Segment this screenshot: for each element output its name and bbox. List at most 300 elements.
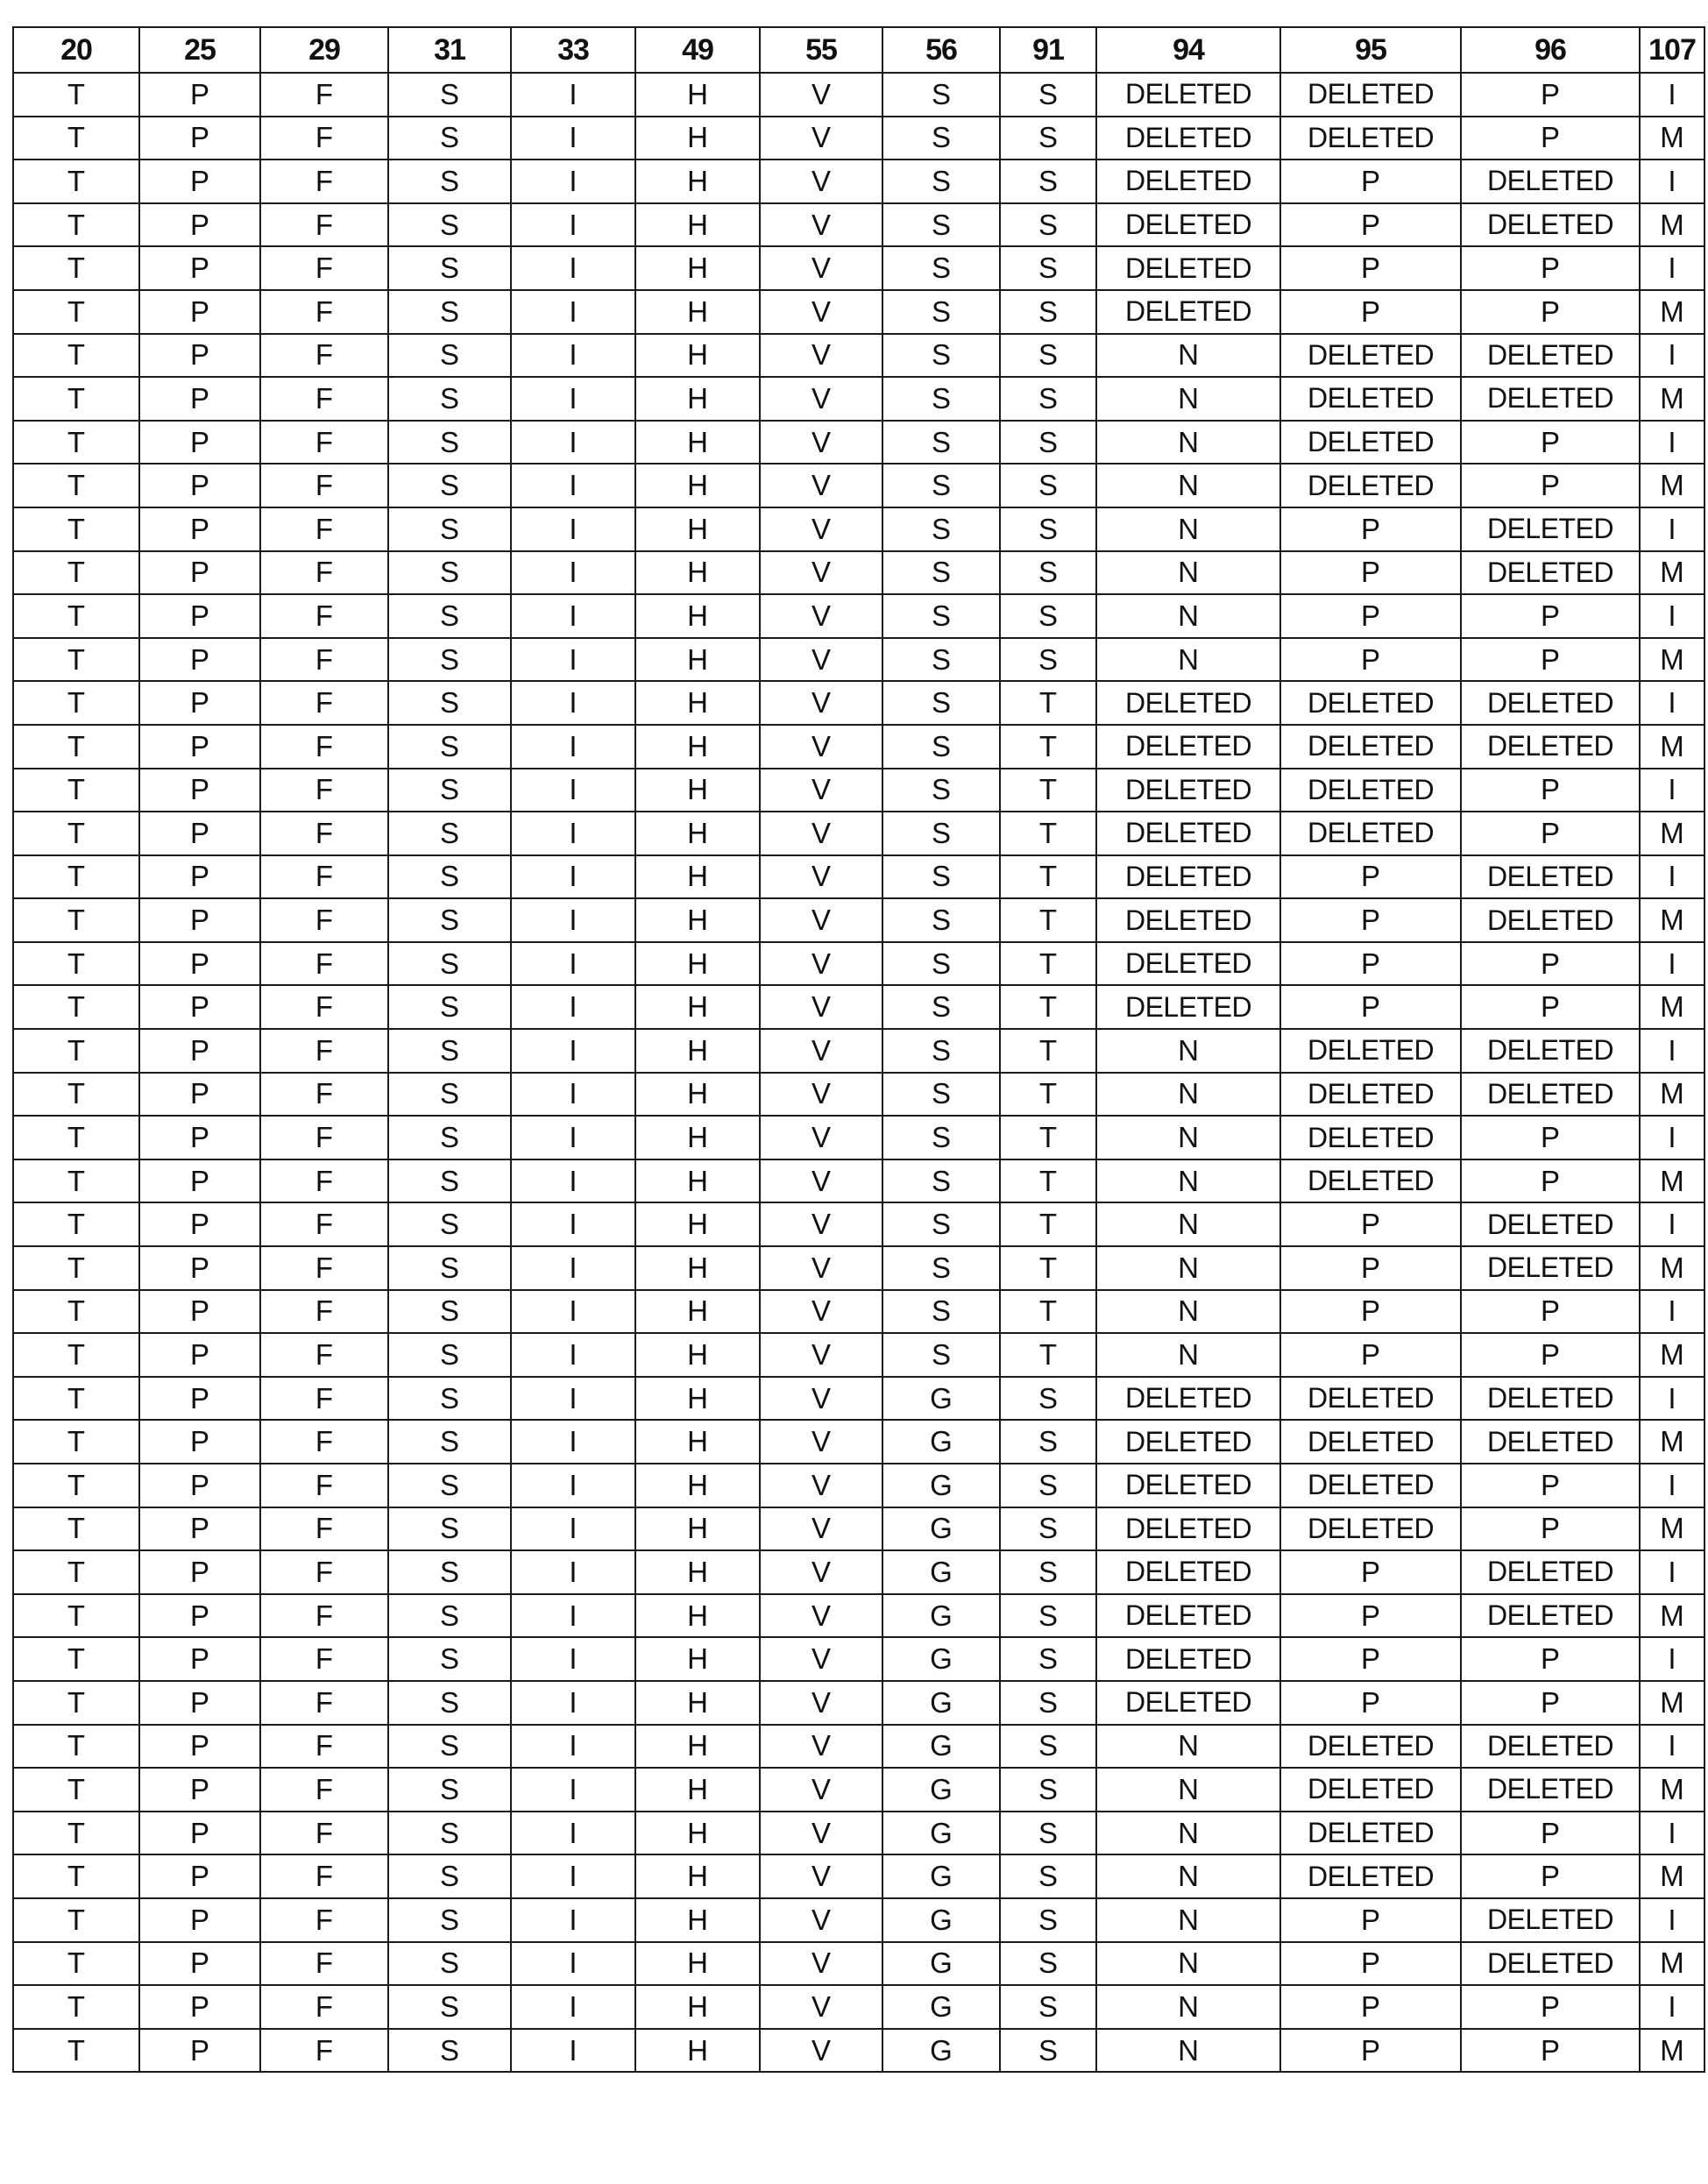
table-cell: N — [1096, 594, 1280, 638]
table-cell: S — [388, 812, 511, 855]
table-cell: V — [760, 290, 882, 334]
table-cell: P — [139, 725, 260, 769]
table-cell: S — [388, 898, 511, 942]
table-cell: S — [388, 117, 511, 160]
table-cell: I — [511, 290, 635, 334]
table-cell: F — [260, 1594, 388, 1638]
table-cell: F — [260, 985, 388, 1029]
table-cell: P — [1461, 421, 1640, 464]
table-cell: N — [1096, 1812, 1280, 1855]
table-cell: F — [260, 725, 388, 769]
table-cell: DELETED — [1280, 812, 1461, 855]
table-cell: H — [635, 1942, 760, 1986]
table-cell: I — [511, 1290, 635, 1334]
table-cell: P — [139, 334, 260, 378]
table-cell: DELETED — [1096, 73, 1280, 117]
table-cell: G — [882, 1637, 1000, 1681]
table-cell: T — [13, 290, 139, 334]
table-cell: S — [388, 1681, 511, 1725]
table-cell: I — [1640, 1290, 1704, 1334]
table-cell: T — [13, 1073, 139, 1117]
table-cell: S — [1000, 334, 1096, 378]
column-header: 56 — [882, 27, 1000, 73]
table-cell: P — [139, 898, 260, 942]
table-cell: S — [388, 203, 511, 247]
table-cell: V — [760, 160, 882, 203]
table-cell: DELETED — [1461, 1029, 1640, 1073]
table-cell: H — [635, 1202, 760, 1246]
table-cell: V — [760, 203, 882, 247]
table-cell: S — [388, 290, 511, 334]
table-cell: T — [13, 334, 139, 378]
table-cell: P — [1461, 769, 1640, 812]
table-cell: H — [635, 160, 760, 203]
table-cell: S — [882, 1159, 1000, 1203]
table-cell: S — [388, 1594, 511, 1638]
table-cell: P — [1461, 1464, 1640, 1507]
table-cell: DELETED — [1461, 1073, 1640, 1117]
table-cell: DELETED — [1461, 1202, 1640, 1246]
table-cell: P — [1280, 1333, 1461, 1377]
table-cell: I — [511, 203, 635, 247]
table-cell: N — [1096, 507, 1280, 551]
table-cell: I — [1640, 1637, 1704, 1681]
table-cell: S — [882, 855, 1000, 899]
table-cell: V — [760, 942, 882, 986]
table-cell: P — [1280, 1681, 1461, 1725]
table-cell: M — [1640, 377, 1704, 421]
table-cell: P — [139, 464, 260, 507]
table-cell: M — [1640, 1507, 1704, 1551]
table-cell: F — [260, 1116, 388, 1159]
table-cell: F — [260, 942, 388, 986]
table-cell: F — [260, 1159, 388, 1203]
table-cell: F — [260, 377, 388, 421]
table-cell: T — [13, 1464, 139, 1507]
table-cell: P — [139, 1854, 260, 1898]
table-cell: V — [760, 1768, 882, 1812]
table-cell: S — [882, 942, 1000, 986]
table-cell: T — [13, 898, 139, 942]
table-cell: P — [1280, 1202, 1461, 1246]
table-cell: I — [511, 812, 635, 855]
table-cell: P — [139, 942, 260, 986]
table-cell: T — [13, 1725, 139, 1769]
table-cell: T — [1000, 812, 1096, 855]
table-cell: I — [511, 638, 635, 682]
table-cell: S — [388, 1333, 511, 1377]
table-cell: G — [882, 2029, 1000, 2073]
table-cell: DELETED — [1280, 1464, 1461, 1507]
table-cell: P — [139, 1681, 260, 1725]
table-cell: S — [1000, 594, 1096, 638]
table-cell: F — [260, 1073, 388, 1117]
table-row — [13, 681, 1704, 725]
table-cell: S — [882, 769, 1000, 812]
table-cell: H — [635, 290, 760, 334]
table-cell: P — [139, 1159, 260, 1203]
table-cell: V — [760, 117, 882, 160]
table-cell: F — [260, 594, 388, 638]
table-cell: N — [1096, 1333, 1280, 1377]
table-cell: M — [1640, 1073, 1704, 1117]
table-row — [13, 725, 1704, 769]
table-cell: T — [13, 1942, 139, 1986]
table-cell: P — [1280, 1898, 1461, 1942]
table-cell: G — [882, 1420, 1000, 1464]
table-cell: F — [260, 73, 388, 117]
table-cell: S — [388, 1029, 511, 1073]
table-cell: T — [13, 421, 139, 464]
table-cell: V — [760, 1464, 882, 1507]
table-cell: V — [760, 1550, 882, 1594]
table-cell: P — [1280, 2029, 1461, 2073]
table-cell: S — [1000, 377, 1096, 421]
table-row — [13, 160, 1704, 203]
table-cell: F — [260, 1333, 388, 1377]
table-cell: T — [1000, 855, 1096, 899]
table-cell: P — [139, 1420, 260, 1464]
table-cell: I — [511, 1333, 635, 1377]
table-cell: V — [760, 594, 882, 638]
table-cell: G — [882, 1594, 1000, 1638]
table-cell: DELETED — [1280, 1073, 1461, 1117]
table-cell: V — [760, 769, 882, 812]
table-cell: S — [388, 1377, 511, 1421]
table-cell: DELETED — [1280, 1725, 1461, 1769]
table-cell: M — [1640, 1768, 1704, 1812]
table-cell: H — [635, 1507, 760, 1551]
table-cell: P — [139, 421, 260, 464]
table-cell: DELETED — [1280, 769, 1461, 812]
table-cell: V — [760, 1594, 882, 1638]
column-header: 25 — [139, 27, 260, 73]
table-cell: P — [1461, 1681, 1640, 1725]
table-cell: S — [1000, 1812, 1096, 1855]
table-cell: T — [1000, 1159, 1096, 1203]
table-row — [13, 1029, 1704, 1073]
table-cell: P — [139, 117, 260, 160]
table-cell: DELETED — [1461, 855, 1640, 899]
table-cell: V — [760, 1725, 882, 1769]
table-cell: T — [13, 769, 139, 812]
table-cell: V — [760, 1812, 882, 1855]
table-cell: DELETED — [1280, 117, 1461, 160]
table-cell: I — [511, 160, 635, 203]
table-cell: P — [1280, 942, 1461, 986]
table-cell: S — [388, 551, 511, 595]
table-cell: I — [511, 594, 635, 638]
table-cell: S — [1000, 1985, 1096, 2029]
table-cell: P — [1461, 2029, 1640, 2073]
table-cell: I — [511, 377, 635, 421]
table-cell: T — [13, 1420, 139, 1464]
table-cell: DELETED — [1280, 464, 1461, 507]
table-cell: S — [882, 1202, 1000, 1246]
table-cell: DELETED — [1461, 1942, 1640, 1986]
table-row — [13, 769, 1704, 812]
table-cell: S — [1000, 73, 1096, 117]
table-cell: P — [1461, 1333, 1640, 1377]
table-cell: P — [1461, 1290, 1640, 1334]
table-cell: DELETED — [1461, 1594, 1640, 1638]
table-cell: P — [1280, 290, 1461, 334]
table-cell: DELETED — [1280, 1854, 1461, 1898]
table-cell: P — [139, 1594, 260, 1638]
table-cell: I — [1640, 681, 1704, 725]
table-row — [13, 1854, 1704, 1898]
table-cell: I — [1640, 1029, 1704, 1073]
table-cell: H — [635, 1898, 760, 1942]
table-header — [13, 27, 1704, 73]
table-cell: S — [1000, 1637, 1096, 1681]
table-cell: DELETED — [1096, 725, 1280, 769]
table-cell: S — [882, 1290, 1000, 1334]
table-cell: I — [1640, 421, 1704, 464]
table-cell: H — [635, 1073, 760, 1117]
table-cell: S — [388, 942, 511, 986]
table-cell: DELETED — [1280, 681, 1461, 725]
table-cell: H — [635, 421, 760, 464]
table-cell: I — [1640, 769, 1704, 812]
table-cell: F — [260, 812, 388, 855]
variant-table — [12, 26, 1705, 2073]
table-row — [13, 464, 1704, 507]
table-cell: F — [260, 1029, 388, 1073]
table-cell: S — [1000, 2029, 1096, 2073]
table-cell: P — [1461, 1159, 1640, 1203]
table-cell: P — [139, 638, 260, 682]
table-cell: H — [635, 1985, 760, 2029]
table-row — [13, 1290, 1704, 1334]
table-cell: H — [635, 1550, 760, 1594]
table-cell: P — [139, 812, 260, 855]
table-cell: N — [1096, 1854, 1280, 1898]
table-cell: I — [1640, 246, 1704, 290]
table-cell: I — [511, 1073, 635, 1117]
table-cell: S — [1000, 1768, 1096, 1812]
table-cell: I — [1640, 1550, 1704, 1594]
table-cell: DELETED — [1096, 1681, 1280, 1725]
table-cell: S — [388, 464, 511, 507]
table-cell: P — [139, 769, 260, 812]
table-cell: T — [13, 1550, 139, 1594]
table-cell: H — [635, 638, 760, 682]
table-row — [13, 507, 1704, 551]
table-cell: G — [882, 1812, 1000, 1855]
table-cell: T — [13, 464, 139, 507]
table-cell: P — [1280, 1594, 1461, 1638]
table-cell: I — [511, 1854, 635, 1898]
table-cell: DELETED — [1461, 681, 1640, 725]
table-row — [13, 1246, 1704, 1290]
table-cell: F — [260, 769, 388, 812]
column-header: 29 — [260, 27, 388, 73]
table-cell: M — [1640, 1420, 1704, 1464]
table-cell: DELETED — [1096, 812, 1280, 855]
table-cell: F — [260, 855, 388, 899]
table-cell: S — [882, 421, 1000, 464]
table-row — [13, 1073, 1704, 1117]
table-cell: DELETED — [1096, 942, 1280, 986]
table-cell: H — [635, 1029, 760, 1073]
table-cell: T — [1000, 942, 1096, 986]
table-cell: DELETED — [1461, 203, 1640, 247]
table-cell: DELETED — [1280, 725, 1461, 769]
table-cell: S — [388, 2029, 511, 2073]
table-cell: P — [139, 1985, 260, 2029]
table-row — [13, 898, 1704, 942]
table-cell: I — [511, 1985, 635, 2029]
table-cell: P — [1280, 638, 1461, 682]
table-cell: I — [1640, 1377, 1704, 1421]
table-row — [13, 1464, 1704, 1507]
table-cell: I — [511, 1594, 635, 1638]
table-cell: V — [760, 1637, 882, 1681]
table-row — [13, 1812, 1704, 1855]
table-cell: T — [13, 1507, 139, 1551]
table-cell: I — [511, 464, 635, 507]
table-cell: P — [1280, 203, 1461, 247]
table-cell: H — [635, 507, 760, 551]
table-cell: F — [260, 638, 388, 682]
table-row — [13, 1985, 1704, 2029]
table-cell: S — [388, 1202, 511, 1246]
table-cell: F — [260, 1464, 388, 1507]
table-cell: M — [1640, 203, 1704, 247]
table-cell: F — [260, 1420, 388, 1464]
table-cell: T — [13, 1116, 139, 1159]
table-cell: V — [760, 681, 882, 725]
table-cell: S — [882, 73, 1000, 117]
table-cell: I — [511, 1420, 635, 1464]
table-cell: I — [511, 507, 635, 551]
table-cell: P — [139, 73, 260, 117]
table-cell: DELETED — [1461, 1246, 1640, 1290]
table-cell: T — [1000, 681, 1096, 725]
table-cell: P — [1461, 812, 1640, 855]
table-cell: I — [1640, 1985, 1704, 2029]
table-cell: G — [882, 1550, 1000, 1594]
table-cell: V — [760, 1333, 882, 1377]
table-cell: M — [1640, 1681, 1704, 1725]
table-cell: V — [760, 507, 882, 551]
table-cell: I — [511, 855, 635, 899]
table-cell: V — [760, 1507, 882, 1551]
table-cell: T — [13, 942, 139, 986]
table-cell: I — [1640, 1464, 1704, 1507]
table-cell: S — [1000, 246, 1096, 290]
table-cell: P — [1280, 246, 1461, 290]
table-cell: DELETED — [1280, 1507, 1461, 1551]
table-cell: P — [139, 1898, 260, 1942]
table-cell: S — [1000, 117, 1096, 160]
table-cell: P — [1280, 551, 1461, 595]
table-row — [13, 2029, 1704, 2073]
table-cell: V — [760, 1985, 882, 2029]
column-header: 91 — [1000, 27, 1096, 73]
table-cell: N — [1096, 1029, 1280, 1073]
table-cell: M — [1640, 898, 1704, 942]
column-header: 20 — [13, 27, 139, 73]
table-cell: N — [1096, 1725, 1280, 1769]
table-row — [13, 1116, 1704, 1159]
table-cell: S — [388, 377, 511, 421]
table-cell: T — [1000, 1116, 1096, 1159]
table-cell: S — [1000, 1377, 1096, 1421]
table-cell: N — [1096, 334, 1280, 378]
table-cell: H — [635, 1681, 760, 1725]
table-cell: H — [635, 377, 760, 421]
column-header: 107 — [1640, 27, 1704, 73]
table-cell: S — [1000, 638, 1096, 682]
table-cell: T — [1000, 1290, 1096, 1334]
column-header: 95 — [1280, 27, 1461, 73]
table-cell: S — [882, 377, 1000, 421]
table-cell: DELETED — [1280, 421, 1461, 464]
table-row — [13, 638, 1704, 682]
table-cell: P — [1280, 855, 1461, 899]
table-cell: T — [1000, 769, 1096, 812]
table-cell: N — [1096, 464, 1280, 507]
table-cell: T — [13, 1159, 139, 1203]
table-cell: G — [882, 1768, 1000, 1812]
table-cell: P — [1461, 1637, 1640, 1681]
table-cell: P — [139, 2029, 260, 2073]
table-cell: S — [1000, 160, 1096, 203]
table-cell: I — [511, 551, 635, 595]
table-cell: S — [388, 985, 511, 1029]
table-cell: P — [1280, 898, 1461, 942]
table-cell: T — [13, 1202, 139, 1246]
table-cell: DELETED — [1096, 769, 1280, 812]
table-cell: S — [388, 1812, 511, 1855]
table-cell: P — [139, 681, 260, 725]
table-cell: P — [139, 1377, 260, 1421]
table-cell: T — [13, 160, 139, 203]
table-cell: S — [388, 681, 511, 725]
table-cell: DELETED — [1096, 985, 1280, 1029]
table-row — [13, 1550, 1704, 1594]
table-cell: G — [882, 1942, 1000, 1986]
table-cell: I — [1640, 1898, 1704, 1942]
table-cell: S — [388, 160, 511, 203]
table-cell: I — [1640, 507, 1704, 551]
table-cell: F — [260, 246, 388, 290]
table-cell: H — [635, 464, 760, 507]
table-cell: S — [1000, 421, 1096, 464]
table-cell: M — [1640, 985, 1704, 1029]
table-row — [13, 1507, 1704, 1551]
table-cell: S — [388, 855, 511, 899]
table-cell: H — [635, 1594, 760, 1638]
table-cell: T — [1000, 1246, 1096, 1290]
table-cell: P — [139, 1768, 260, 1812]
table-cell: P — [139, 594, 260, 638]
table-cell: G — [882, 1681, 1000, 1725]
table-cell: T — [13, 203, 139, 247]
table-cell: V — [760, 1898, 882, 1942]
table-cell: S — [1000, 203, 1096, 247]
table-row — [13, 812, 1704, 855]
table-cell: S — [1000, 1594, 1096, 1638]
table-cell: DELETED — [1461, 1725, 1640, 1769]
table-cell: P — [139, 1333, 260, 1377]
table-cell: N — [1096, 1985, 1280, 2029]
table-cell: S — [882, 898, 1000, 942]
table-cell: H — [635, 73, 760, 117]
table-cell: I — [1640, 594, 1704, 638]
